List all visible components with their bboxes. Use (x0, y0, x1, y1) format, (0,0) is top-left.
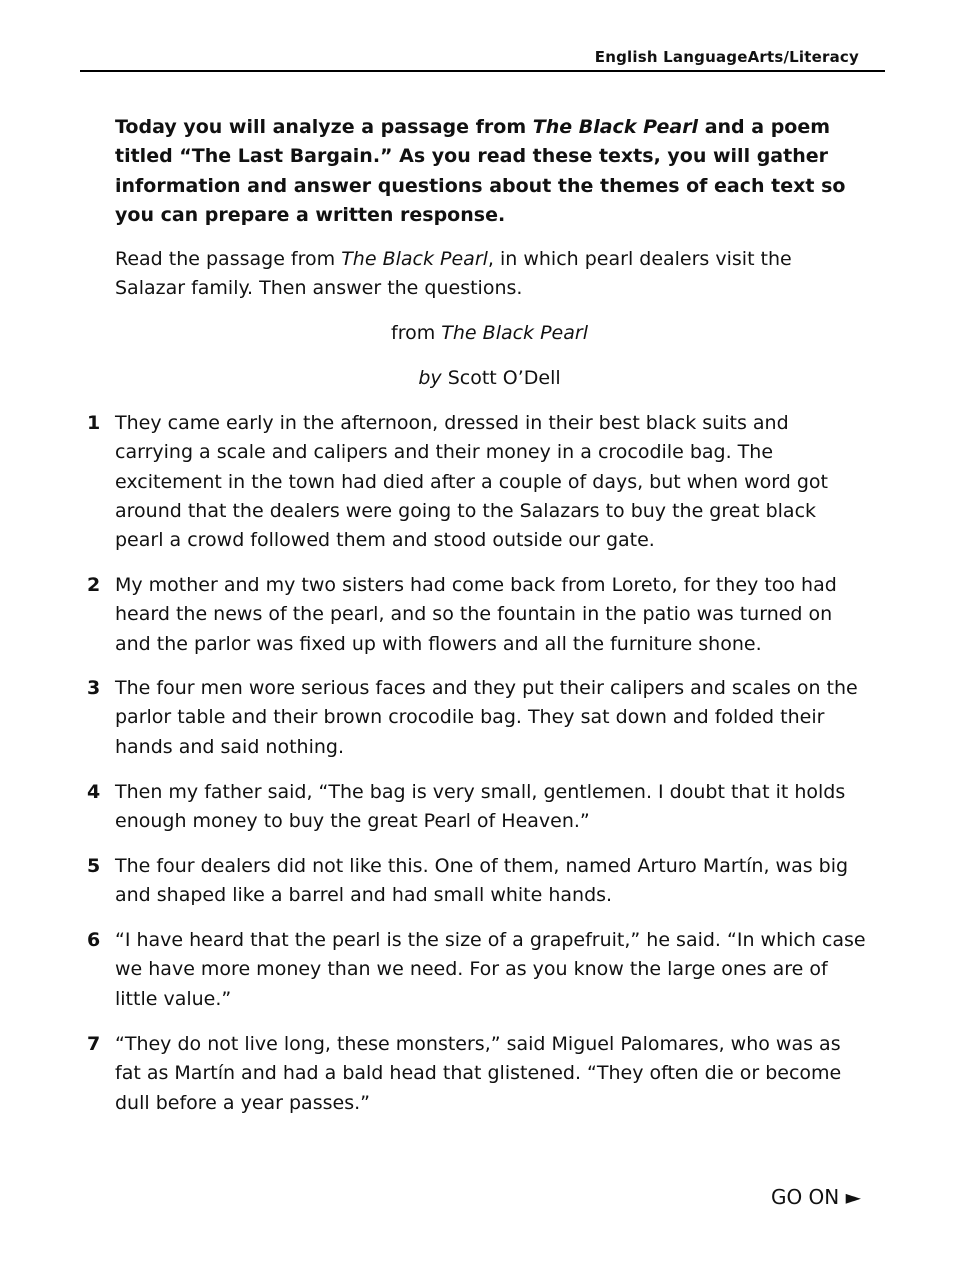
paragraph-text: The four dealers did not like this. One of them, named Arturo Martín, was big and shaped like a barrel and had small white hands. (115, 855, 849, 907)
instruction-text-start: Read the passage from (115, 248, 342, 270)
go-on-indicator: GO ON ► (770, 1185, 861, 1209)
header-subject: English LanguageArts/Literacy (594, 48, 859, 66)
paragraph-number: 3 (87, 677, 101, 699)
paragraph-text: They came early in the afternoon, dressed in their best black suits and carrying a scale and calipers and their money in a crocodile bag. The excitement in the town had died after a couple of days, but when word got around that the dealers were going to the Salazars to buy the great black pearl a crowd followed them and stood outside our gate. (115, 412, 829, 552)
paragraph-text: Then my father said, “The bag is very small, gentlemen. I doubt that it holds enough money to buy the great Pearl of Heaven.” (115, 781, 846, 833)
source-book-title: The Black Pearl (441, 322, 588, 344)
paragraph-6 (80, 926, 870, 1014)
source-by-label: by (418, 367, 442, 389)
paragraph-text: “I have heard that the pearl is the size of a grapefruit,” he said. “In which case we have more money than we need. For as you know the large ones are of little value.” (115, 929, 866, 1010)
header-divider (80, 70, 885, 72)
source-title-line (0, 319, 979, 348)
paragraph-4 (80, 778, 870, 837)
intro-text-end: and a poem titled “The Last Bargain.” As you read these texts, you will gather information and answer questions about the themes of each text so you can prepare a written response. (115, 116, 846, 226)
paragraph-5 (80, 852, 870, 911)
paragraph-number: 7 (87, 1033, 101, 1055)
paragraph-7 (80, 1030, 870, 1118)
source-author-name: Scott O’Dell (441, 367, 561, 389)
paragraph-text: “They do not live long, these monsters,” said Miguel Palomares, who was as fat as Martín and had a bald head that glistened. “They often die or become dull before a year passes.” (115, 1033, 842, 1114)
paragraph-1 (80, 409, 870, 555)
reading-instruction (115, 245, 860, 304)
source-from-label: from (391, 322, 442, 344)
intro-book-title: The Black Pearl (532, 116, 699, 138)
paragraph-text: The four men wore serious faces and they put their calipers and scales on the parlor table and their brown crocodile bag. They sat down and folded their hands and said nothing. (115, 677, 858, 758)
source-author-line (0, 364, 979, 393)
paragraph-text: My mother and my two sisters had come back from Loreto, for they too had heard the news of the pearl, and so the fountain in the patio was turned on and the parlor was fixed up with flowers and all the furniture shone. (115, 574, 837, 655)
intro-text-start: Today you will analyze a passage from (115, 116, 533, 138)
paragraph-2 (80, 571, 870, 659)
instruction-text-end: , in which pearl dealers visit the Salazar family. Then answer the questions. (115, 248, 792, 300)
paragraph-number: 1 (87, 412, 101, 434)
paragraph-number: 5 (87, 855, 101, 877)
paragraph-number: 4 (87, 781, 101, 803)
intro-directions (115, 113, 860, 230)
paragraph-number: 2 (87, 574, 101, 596)
paragraph-number: 6 (87, 929, 101, 951)
paragraph-3 (80, 674, 870, 762)
instruction-book-title: The Black Pearl (341, 248, 488, 270)
